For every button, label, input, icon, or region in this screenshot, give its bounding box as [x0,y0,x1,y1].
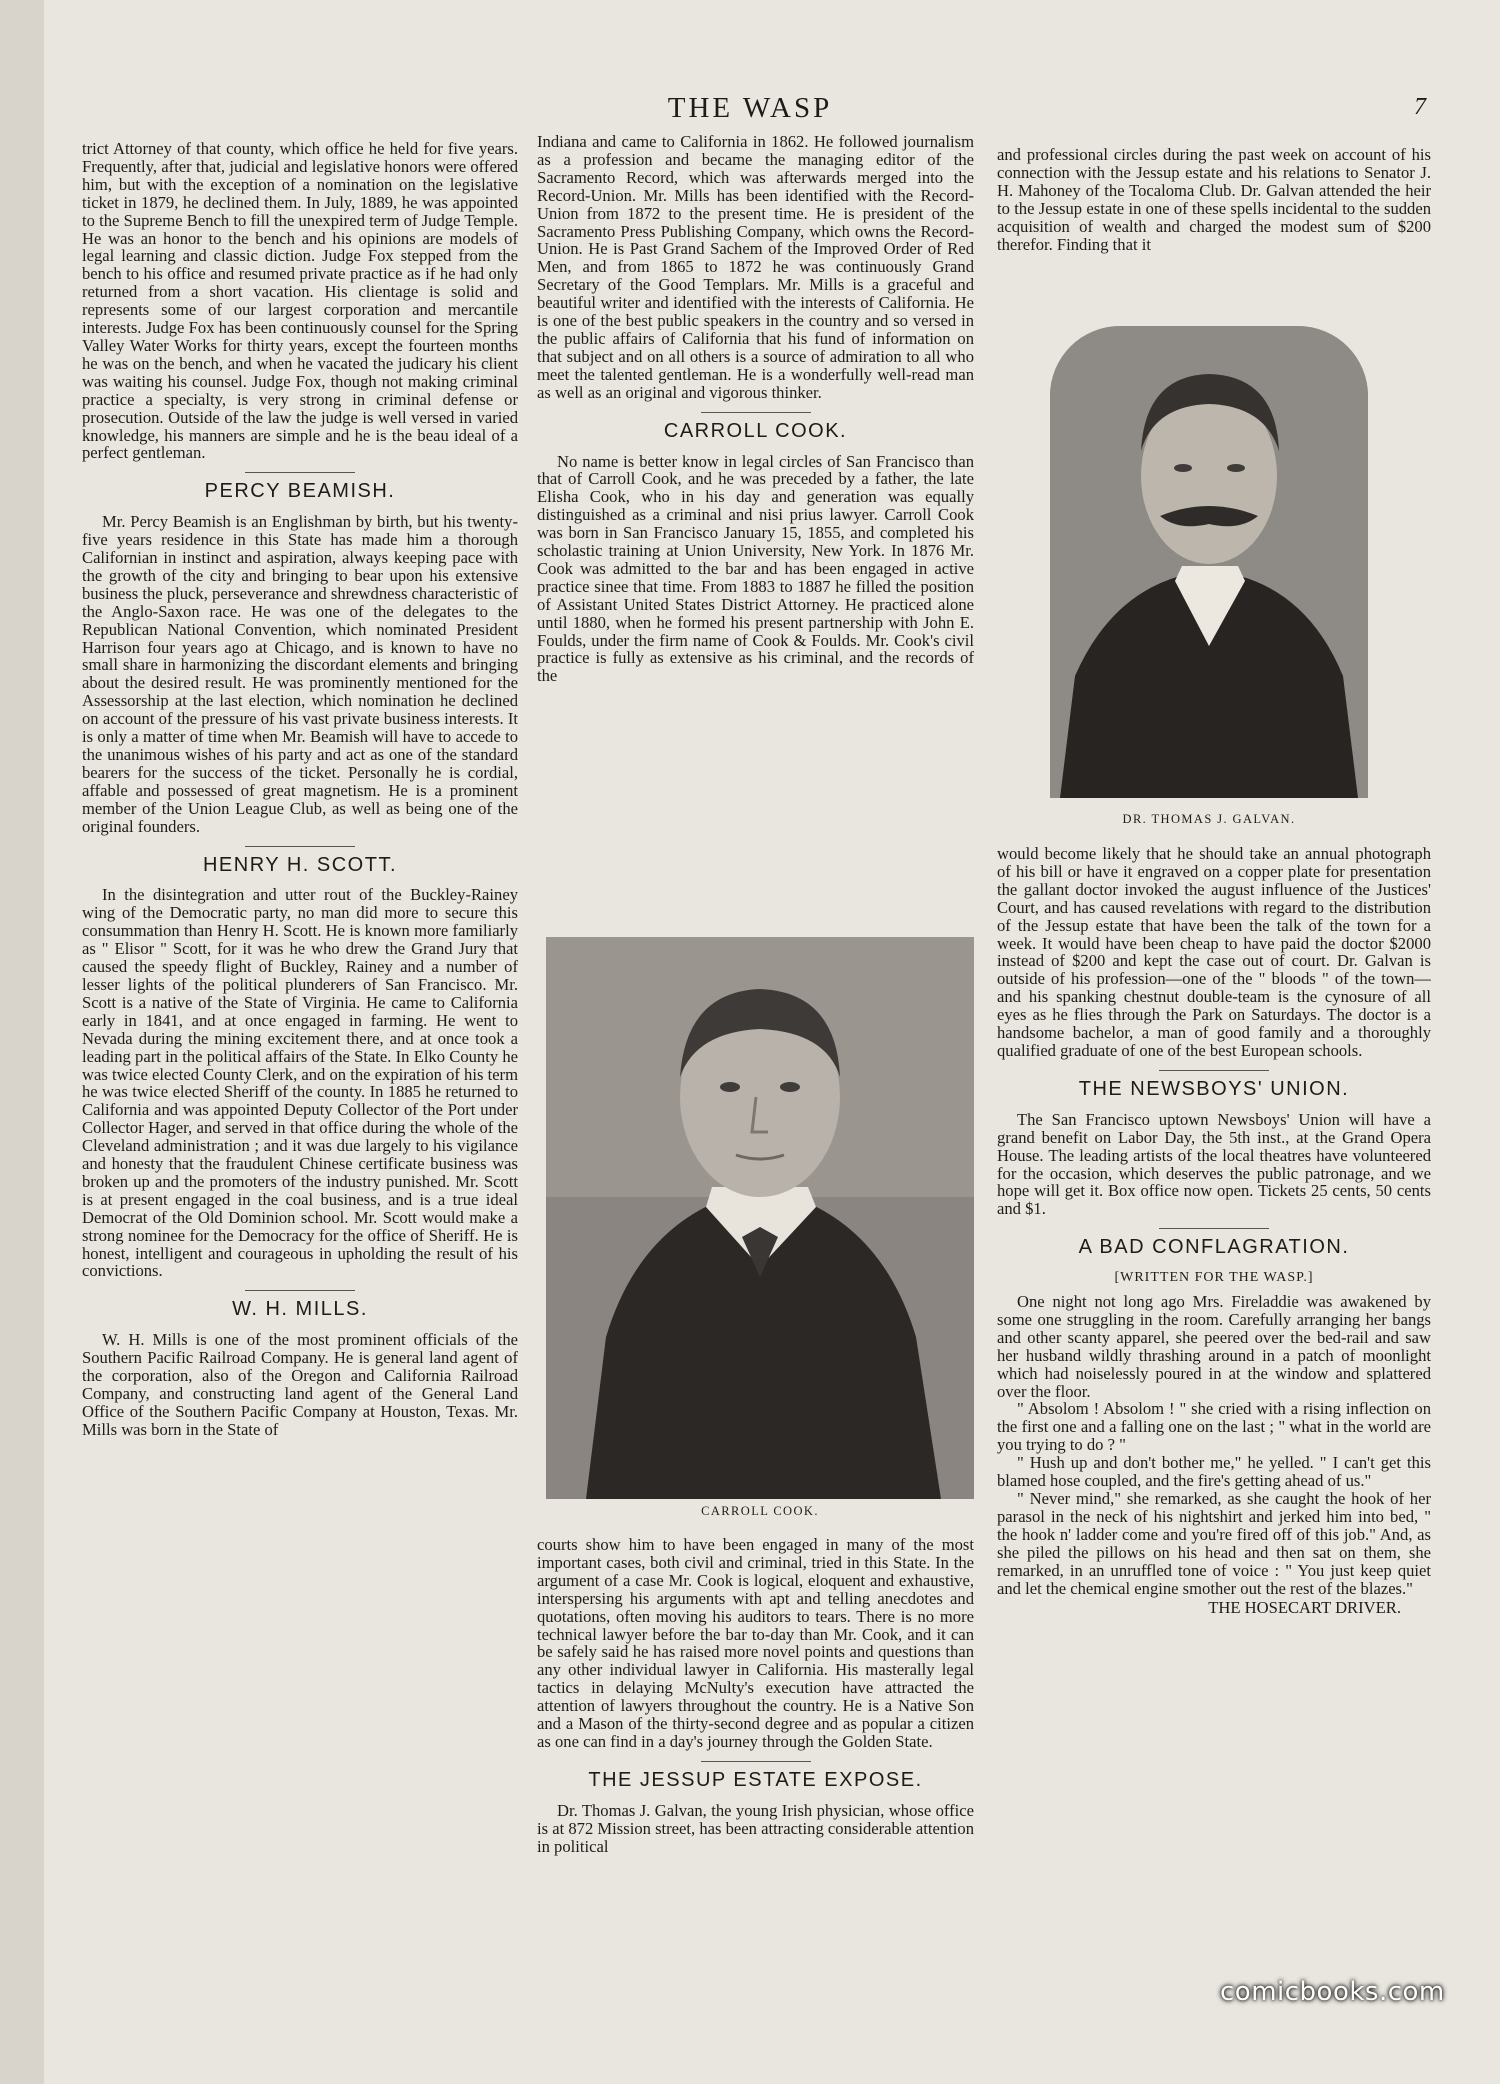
jessup-article-continuation-2: would become likely that he should take an annual photograph of his bill or have it engraved on a copper plate for presentation the gallant doctor invoked the august influence of the Justices' Court, and has caused revelations with regard to the distribution of the Jessup estate that have been the talk of the town for a week. It would have been cheap to have paid the doctor $2000 instead of $200 and kept the case out of court. Dr. Galvan is outside of his profession—one of the " bloods " of the town—and his spanking chestnut double-team is the cynosure of all eyes as he flies through the Park on Saturdays. The doctor is a handsome bachelor, a man of good family and a thoroughly qualified graduate of one of the best European schools. [997,845,1431,1060]
cook-heading: CARROLL COOK. [663,419,848,442]
section-divider [1159,1070,1269,1071]
beamish-heading: PERCY BEAMISH. [204,480,396,503]
column-3-bottom [997,845,1431,1995]
jessup-article: Dr. Thomas J. Galvan, the young Irish physician, whose office is at 872 Mission street, has been attracting considerable attention in political [537,1800,974,1856]
page-edge-shadow [0,0,44,2084]
section-divider [701,412,811,413]
section-divider [701,1761,811,1762]
column-3-top [997,146,1431,296]
conflagration-paragraph-2: " Absolom ! Absolom ! " she cried with a rising inflection on the first one and a falling one on the last ; " what in the world are you trying to do ? " [997,1399,1431,1455]
section-divider [245,472,355,473]
mills-heading: W. H. MILLS. [232,1298,368,1321]
site-watermark: comicbooks.com [1220,1977,1445,2007]
column-1 [82,140,518,1990]
portrait-illustration [546,937,974,1499]
conflagration-heading: A BAD CONFLAGRATION. [1078,1236,1350,1259]
section-divider [1159,1228,1269,1229]
section-divider [245,1290,355,1291]
galvan-portrait [1050,326,1368,798]
carroll-cook-portrait [546,937,974,1499]
scott-article: In the disintegration and utter rout of the Buckley-Rainey wing of the Democratic party, no man did more to secure this consummation than Henry H. Scott. He is known more familiarly as " Elisor " Scott, for it was he who drew the Grand Jury that caused the speedy flight of Buckley, Rainey and a number of lesser lights of the political plunderers of San Francisco. Mr. Scott is a native of the State of Virginia. He came to California early in 1841, and at once engaged in farming. He went to Nevada during the mining excitement there, and at once took a leading part in the political affairs of the State. In Elko County he was twice elected County Clerk, and on the expiration of his term he was twice elected Sheriff of the county. In 1885 he returned to California and was appointed Deputy Collector of the Port under Collector Hager, and served in that office during the whole of the Cleveland administration ; and it was due largely to his vigilance and honesty that the fraudulent Chinese certificate business was broken up and the promoters of the industry punished. Mr. Scott is at present engaged in the coal business, and is a true ideal Democrat of the Old Dominion school. Mr. Scott would make a strong nominee for the Democracy for the office of Sheriff. He is honest, intelligent and courageous in upholding the result of his convictions. [82,885,518,1281]
cook-portrait-caption: CARROLL COOK. [701,1504,819,1518]
page-number: 7 [1414,94,1426,120]
section-divider [245,846,355,847]
cook-article-continuation: courts show him to have been engaged in many of the most important cases, both civil and criminal, tried in this State. In the argument of a case Mr. Cook is logical, eloquent and exhaustive, interspersing his arguments with apt and telling anecdotes and quotations, often moving his auditors to tears. There is no more technical lawyer before the bar to-day than Mr. Cook, and it can be safely said he has raised more novel points and questions than any other individual lawyer in California. His masterally legal tactics in delaying McNulty's execution have attracted the attention of lawyers throughout the country. He is a Native Son and a Mason of the thirty-second degree and as popular a citizen as one can find in a day's journey through the Golden State. [537,1536,974,1751]
beamish-article: Mr. Percy Beamish is an Englishman by birth, but his twenty-five years residence in this State has made him a thorough Californian in instinct and aspiration, always keeping pace with the growth of the city and bringing to bear upon his extensive business the pluck, perseverance and shrewdness characteristic of the Anglo-Saxon race. He was one of the delegates to the Republican National Convention, which nominated President Harrison four years ago at Chicago, and is known to have no small share in harmonizing the discordant elements and bringing about the desired result. He was prominently mentioned for the Assessorship at the last election, which nomination he declined on account of the pressure of his vast private business interests. It is only a matter of time when Mr. Beamish will have to accede to the unanimous wishes of his party and act as one of the standard bearers for the success of the ticket. Personally he is cordial, affable and possessed of great magnetism. He is a prominent member of the Union League Club, as well as being one of the original founders. [82,512,518,836]
conflagration-signature: THE HOSECART DRIVER. [1208,1598,1401,1618]
cook-article: No name is better know in legal circles of San Francisco than that of Carroll Cook, and he was preceded by a father, the late Elisha Cook, who in his day and generation was equally distinguished as a criminal and nisi prius lawyer. Carroll Cook was born in San Francisco January 15, 1855, and completed his scholastic training at Union University, New York. In 1876 Mr. Cook was admitted to the bar and has been engaged in active practice sinee that time. From 1883 to 1887 he filled the position of Assistant United States District Attorney. He practiced alone until 1880, when he formed his present partnership with John E. Foulds, under the firm name of Cook & Foulds. Mr. Cook's civil practice is fully as extensive as his criminal, and the records of the [537,451,974,686]
newsboys-article: The San Francisco uptown Newsboys' Union will have a grand benefit on Labor Day, the 5th inst., at the Grand Opera House. The leading artists of the local theatres have volunteered for the occasion, which deserves the public patronage, and we hope will get it. Box office now open. Tickets 25 cents, 50 cents and $1. [997,1109,1431,1219]
mills-article-continuation: Indiana and came to California in 1862. He followed journalism as a profession and became the managing editor of the Sacramento Record, which was afterwards merged into the Record-Union. Mr. Mills has been identified with the Record-Union from 1872 to the present time. He is president of the Sacramento Press Publishing Company, which owns the Record-Union. He is Past Grand Sachem of the Improved Order of Red Men, and from 1865 to 1872 he was continuously Grand Secretary of the Good Templars. Mr. Mills is a graceful and beautiful writer and identified with the interests of California. He is one of the best public speakers in the country and so versed in the public affairs of California that his fund of information on that subject and on all others is a source of admiration to all who meet the talented gentleman. He is a wonderfully well-read man as well as an original and vigorous thinker. [537,133,974,402]
scott-heading: HENRY H. SCOTT. [202,853,397,876]
conflagration-paragraph-4: " Never mind," she remarked, as she caught the hook of her parasol in the neck of his nightshirt and jerked him into bed, " the hook n' ladder come and you're fired off of this job." And, as she piled the pillows on his head and then sat on them, she remarked, in an unruffled tone of voice : " You just keep quiet and let the chemical engine smother out the rest of the blazes." [997,1489,1431,1598]
newsboys-heading: THE NEWSBOYS' UNION. [1078,1077,1350,1100]
conflagration-byline: [WRITTEN FOR THE WASP.] [1114,1270,1314,1286]
conflagration-paragraph-3: " Hush up and don't bother me," he yelled. " I can't get this blamed hose coupled, and the fire's getting ahead of us." [997,1453,1431,1491]
fox-article-continuation: trict Attorney of that county, which office he held for five years. Frequently, after that, judicial and legislative honors were offered him, but with the exception of a nomination on the legislative ticket in 1879, he declined them. In July, 1889, he was appointed to the Supreme Bench to fill the unexpired term of Judge Temple. He was an honor to the bench and his opinions are models of legal learning and classic diction. Judge Fox stepped from the bench to his office and resumed private practice as if he had only returned from a short vacation. His clientage is solid and represents some of our largest corporation and mercantile interests. Judge Fox has been continuously counsel for the Spring Valley Water Works for thirty years, except the fourteen months he was on the bench, and when he vacated the judicary his client was waiting his counsel. Judge Fox, though not making criminal practice a specialty, is very strong in criminal defense or prosecution. Outside of the law the judge is well versed in varied knowledge, his manners are simple and he is the beau ideal of a perfect gentleman. [82,140,518,463]
portrait-illustration [1050,326,1368,798]
mills-article: W. H. Mills is one of the most prominent officials of the Southern Pacific Railroad Company. He is general land agent of the corporation, also of the Oregon and California Railroad Company, and constructing land agent of the General Land Office of the Southern Pacific Company at Houston, Texas. Mr. Mills was born in the State of [82,1330,518,1439]
conflagration-paragraph-1: One night not long ago Mrs. Fireladdie was awakened by some one struggling in the room. Carefully arranging her bangs and other scanty apparel, she peered over the bed-rail and saw her husband wildly thrashing around in a patch of moonlight which had noiselessly poured in at the window and splattered over the floor. [997,1292,1431,1401]
jessup-heading: THE JESSUP ESTATE EXPOSE. [588,1768,923,1791]
masthead: THE WASP [667,92,833,124]
galvan-portrait-caption: DR. THOMAS J. GALVAN. [1122,812,1296,826]
jessup-article-continuation: and professional circles during the past week on account of his connection with the Jessup estate and his relations to Senator J. H. Mahoney of the Tocaloma Club. Dr. Galvan attended the heir to the Jessup estate in one of these spells incidental to the sudden acquisition of wealth and charged the modest sum of $200 therefor. Finding that it [997,146,1431,254]
column-2-bottom [537,1536,974,1996]
column-2-top [537,133,974,913]
